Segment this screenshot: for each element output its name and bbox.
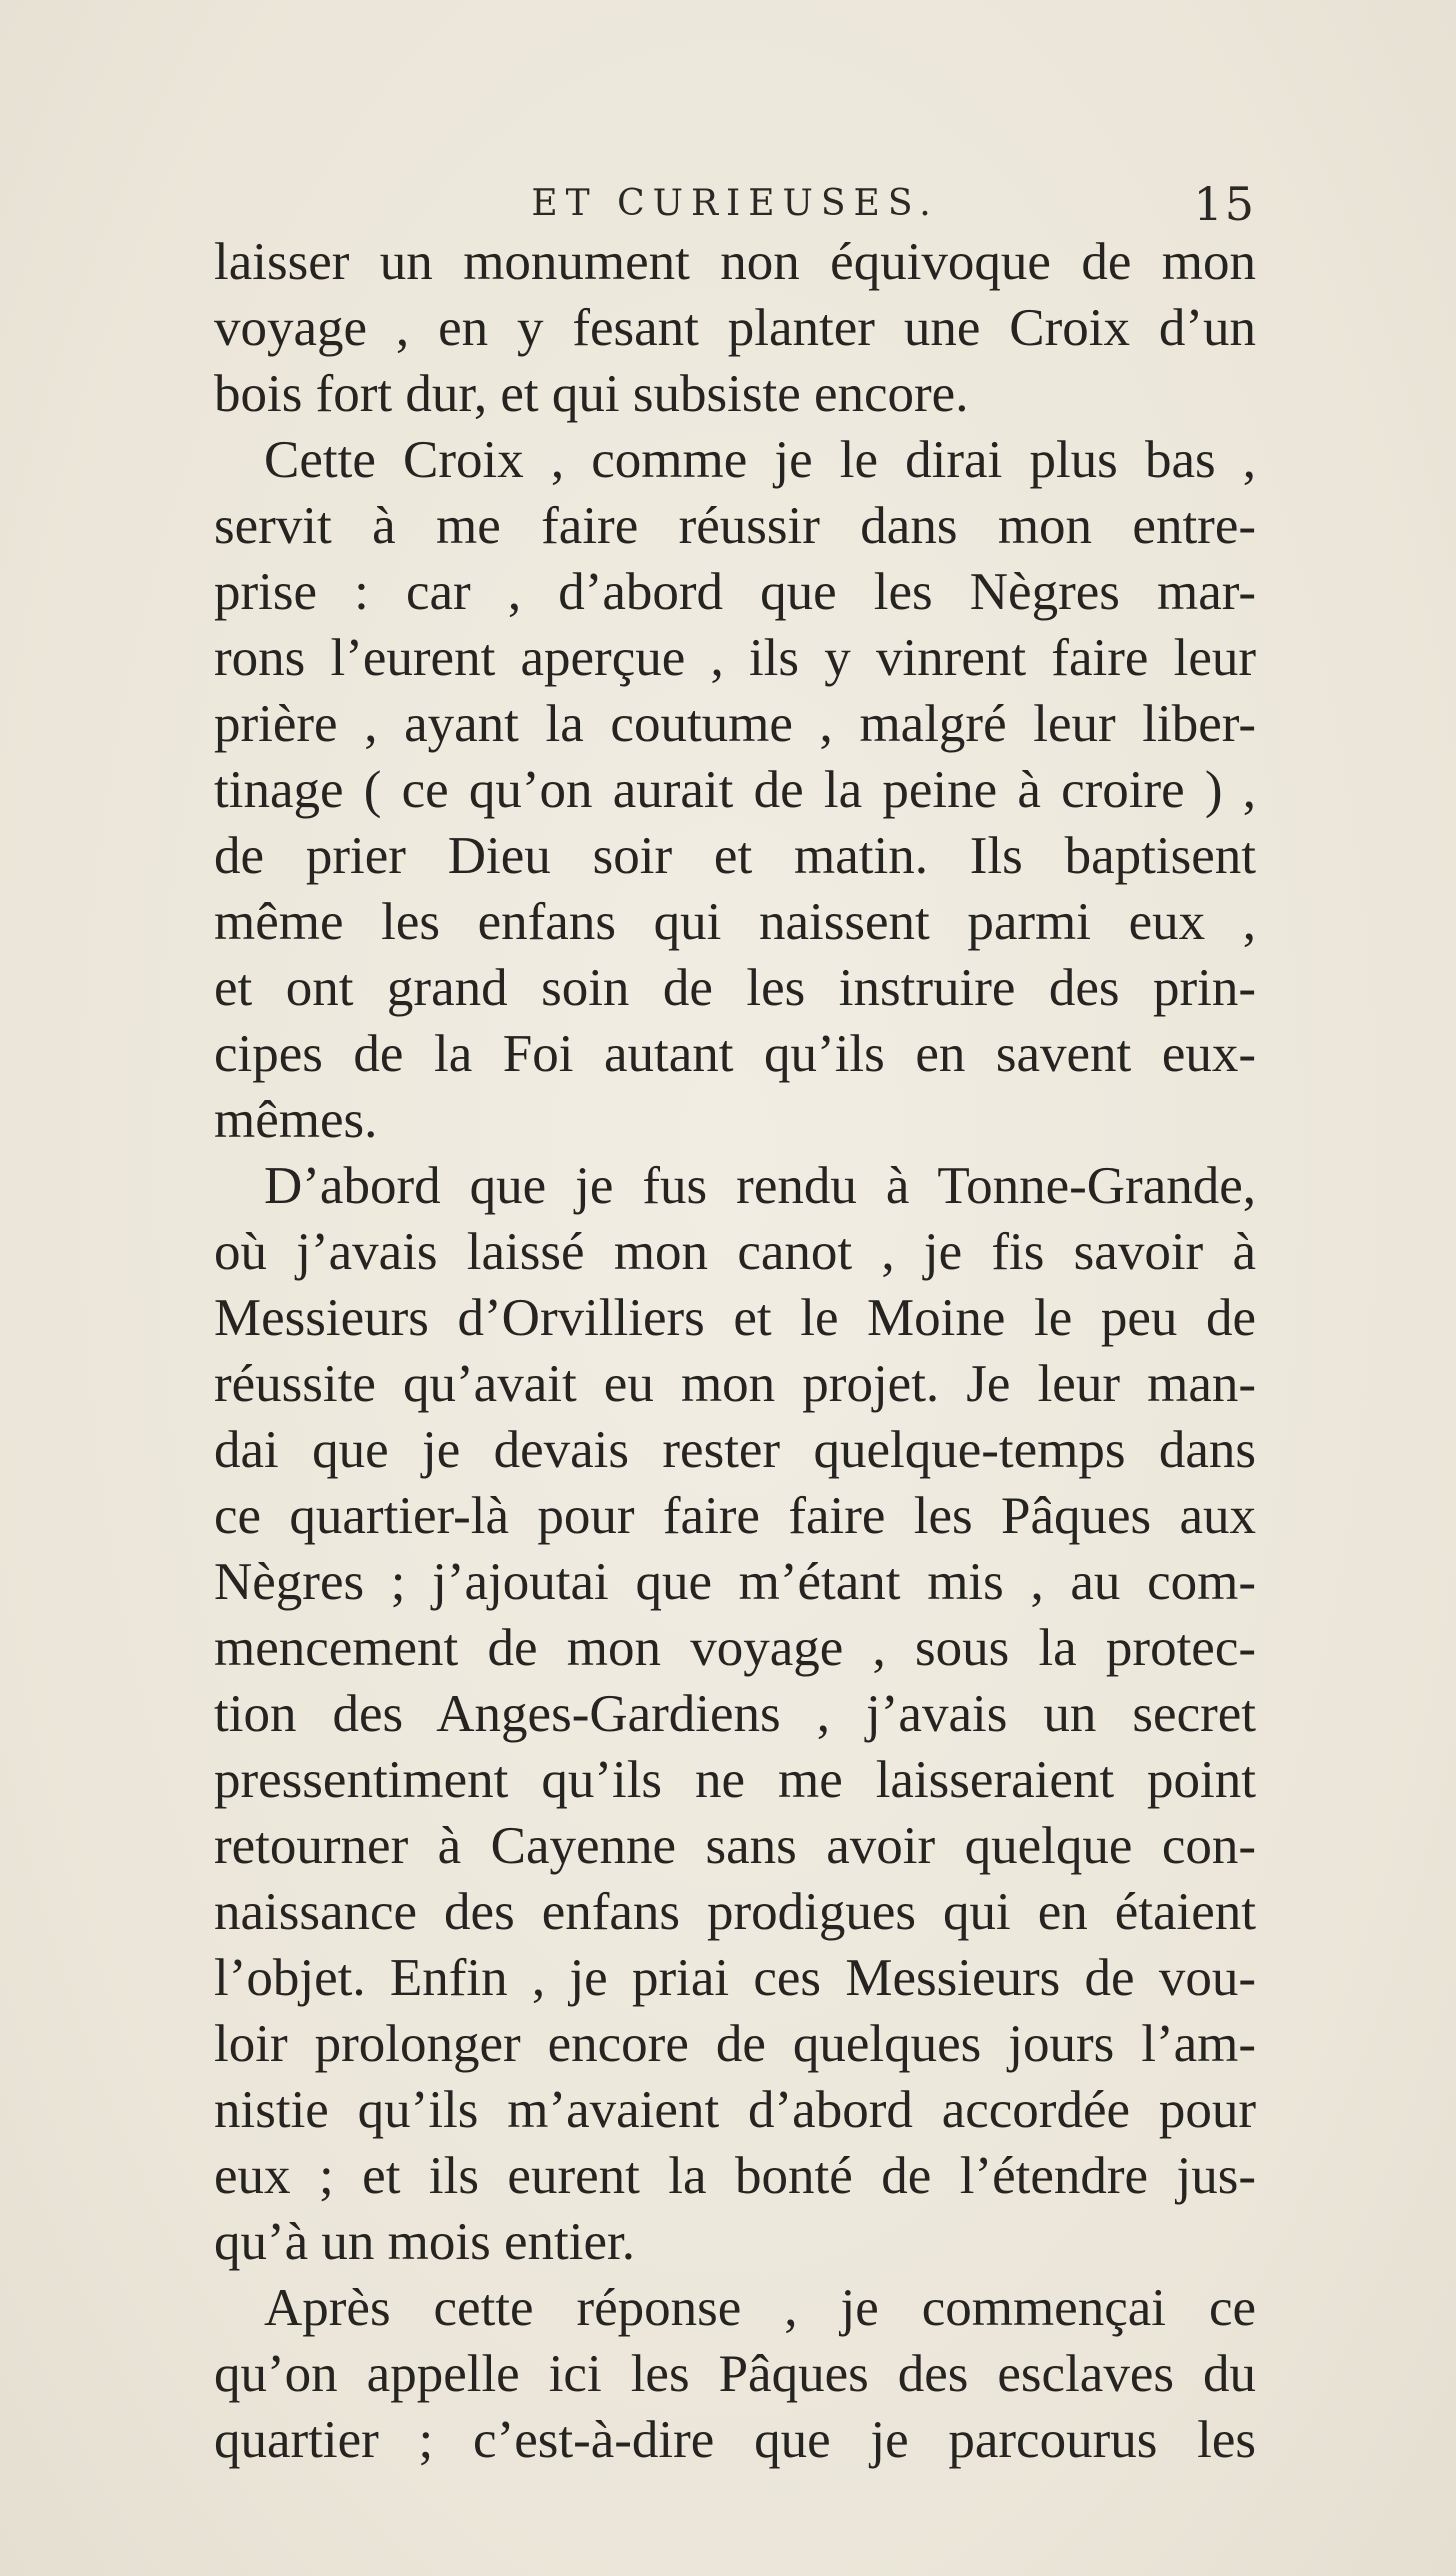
text-line: bois fort dur, et qui subsiste encore. [214, 365, 969, 423]
text-line: retourner à Cayenne sans avoir quelque con- [214, 1817, 1256, 1875]
text-line: laisser un monument non équivoque de mon [214, 233, 1256, 291]
text-line: Nègres ; j’ajoutai que m’étant mis , au com- [214, 1553, 1256, 1611]
text-line: naissance des enfans prodigues qui en étaient [214, 1883, 1256, 1941]
text-line: qu’à un mois entier. [214, 2213, 635, 2271]
text-line: l’objet. Enfin , je priai ces Messieurs de vou- [214, 1949, 1256, 2007]
text-line: eux ; et ils eurent la bonté de l’étendre jus- [214, 2147, 1256, 2205]
text-line: quartier ; c’est-à-dire que je parcourus les [214, 2411, 1256, 2469]
text-line: et ont grand soin de les instruire des prin- [214, 959, 1256, 1017]
text-line: ce quartier-là pour faire faire les Pâques aux [214, 1487, 1256, 1545]
paragraph-start-line: Après cette réponse , je commençai ce [264, 2279, 1256, 2337]
text-line: tion des Anges-Gardiens , j’avais un secret [214, 1685, 1256, 1743]
text-line: loir prolonger encore de quelques jours l’am- [214, 2015, 1256, 2073]
running-head [214, 174, 1256, 234]
text-line: dai que je devais rester quelque-temps dans [214, 1421, 1256, 1479]
text-line: mêmes. [214, 1091, 378, 1149]
text-line: rons l’eurent aperçue , ils y vinrent faire leur [214, 629, 1256, 687]
body-text [214, 229, 1256, 2473]
text-line: où j’avais laissé mon canot , je fis savoir à [214, 1223, 1256, 1281]
text-line: qu’on appelle ici les Pâques des esclaves du [214, 2345, 1256, 2403]
text-line: tinage ( ce qu’on aurait de la peine à croire ) , [214, 761, 1256, 819]
text-line: réussite qu’avait eu mon projet. Je leur man- [214, 1355, 1256, 1413]
running-title: ET CURIEUSES. [531, 183, 939, 224]
text-line: cipes de la Foi autant qu’ils en savent eux- [214, 1025, 1256, 1083]
text-line: mencement de mon voyage , sous la protec- [214, 1619, 1256, 1677]
text-line: de prier Dieu soir et matin. Ils baptisent [214, 827, 1256, 885]
text-line: nistie qu’ils m’avaient d’abord accordée pour [214, 2081, 1256, 2139]
text-line: prière , ayant la coutume , malgré leur liber- [214, 695, 1256, 753]
text-line: voyage , en y fesant planter une Croix d’un [214, 299, 1256, 357]
page-number: 15 [1193, 177, 1256, 231]
text-line: pressentiment qu’ils ne me laisseraient point [214, 1751, 1256, 1809]
text-line: même les enfans qui naissent parmi eux , [214, 893, 1256, 951]
text-line: Messieurs d’Orvilliers et le Moine le peu de [214, 1289, 1256, 1347]
text-line: prise : car , d’abord que les Nègres mar- [214, 563, 1256, 621]
text-line: servit à me faire réussir dans mon entre- [214, 497, 1256, 555]
paragraph-start-line: Cette Croix , comme je le dirai plus bas , [264, 431, 1256, 489]
paragraph-start-line: D’abord que je fus rendu à Tonne-Grande, [264, 1157, 1256, 1215]
